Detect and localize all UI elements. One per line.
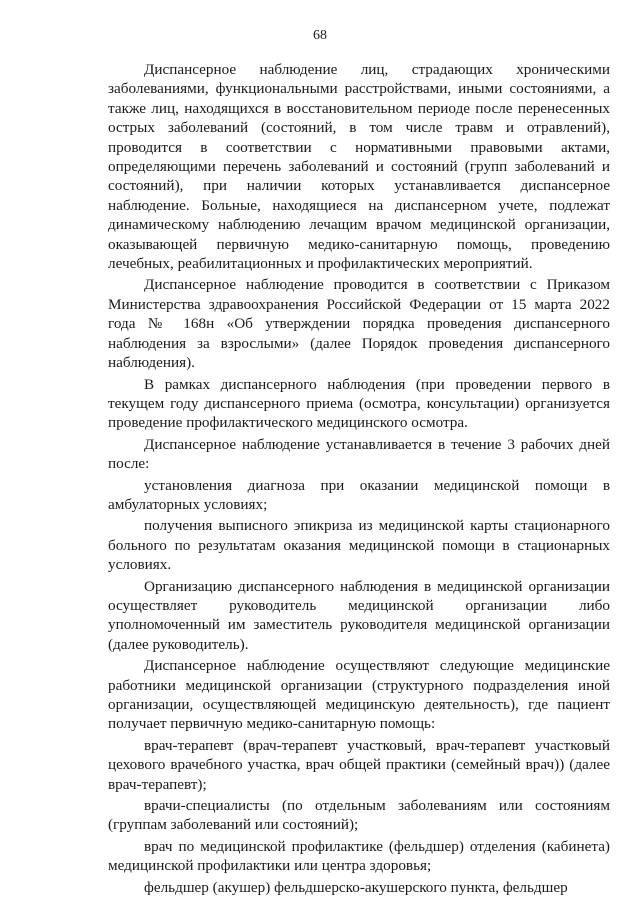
list-item: получения выписного эпикриза из медицинской карты стационарного больного по результатам оказания медицинской помощи в стационарных условиях.	[108, 517, 610, 574]
paragraph: Диспансерное наблюдение осуществляют следующие медицинские работники медицинской организации (структурного подразделения иной организации, осуществляющей медицинскую деятельность), где пациент получает первичную медико-санитарную помощь:	[108, 657, 610, 733]
paragraph: Диспансерное наблюдение проводится в соответствии с Приказом Министерства здравоохранения Российской Федерации от 15 марта 2022 года № 168н «Об утверждении порядка проведения диспансерного наблюдения за взрослыми» (далее Порядок проведения диспансерного наблюдения).	[108, 276, 610, 372]
list-item: установления диагноза при оказании медицинской помощи в амбулаторных условиях;	[108, 476, 610, 513]
paragraph: Диспансерное наблюдение лиц, страдающих хроническими заболеваниями, функциональными расстройствами, иными состояниями, а также лиц, находящихся в восстановительном периоде после перенесенных острых заболеваний (состояний, в том числе травм и отравлений), проводится в соответствии с нормативными правовыми актами, определяющими перечень заболеваний и состояний (групп заболеваний и состояний), при наличии которых устанавливается диспансерное наблюдение. Больные, находящиеся на диспансерном учете, подлежат динамическому наблюдению лечащим врачом медицинской организации, оказывающей первичную медико-санитарную помощь, проведению лечебных, реабилитационных и профилактических мероприятий.	[108, 61, 610, 273]
page-number: 68	[313, 28, 327, 43]
paragraph: Организацию диспансерного наблюдения в медицинской организации осуществляет руководитель медицинской организации либо уполномоченный им заместитель руководителя медицинской организации (далее руководитель).	[108, 577, 610, 653]
paragraph: В рамках диспансерного наблюдения (при проведении первого в текущем году диспансерного приема (осмотра, консультации) организуется проведение профилактического медицинского осмотра.	[108, 375, 610, 432]
document-body	[108, 60, 610, 899]
list-item: фельдшер (акушер) фельдшерско-акушерского пункта, фельдшер	[144, 878, 568, 896]
paragraph: Диспансерное наблюдение устанавливается в течение 3 рабочих дней после:	[108, 435, 610, 473]
list-item: врач по медицинской профилактике (фельдшер) отделения (кабинета) медицинской профилактики или центра здоровья;	[108, 837, 610, 875]
list-item: врачи-специалисты (по отдельным заболеваниям или состояниям (группам заболеваний или состояний);	[108, 797, 610, 834]
list-item: врач-терапевт (врач-терапевт участковый, врач-терапевт участковый цехового врачебного участка, врач общей практики (семейный врач)) (далее врач-терапевт);	[108, 736, 610, 793]
